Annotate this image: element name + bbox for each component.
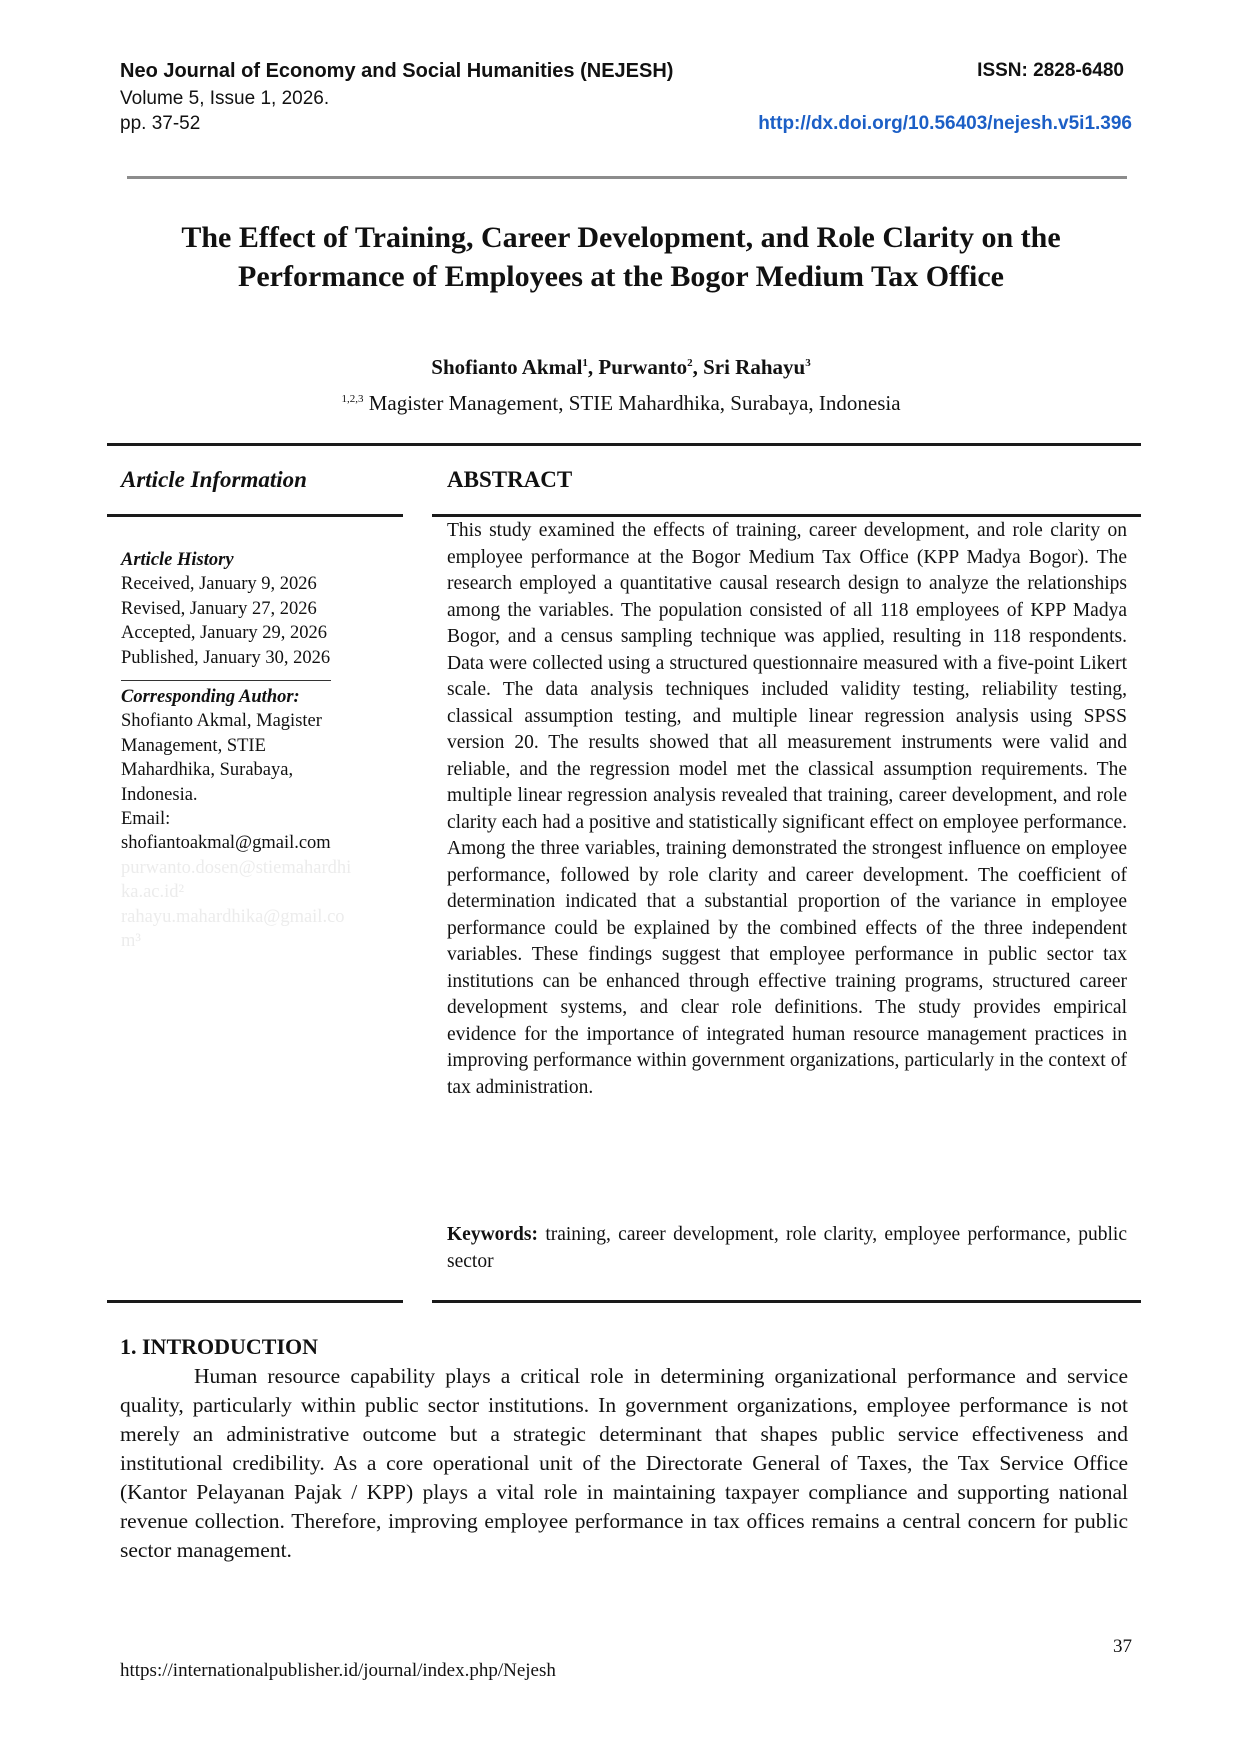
article-information-heading: Article Information <box>121 467 307 492</box>
published-date: Published, January 30, 2026 <box>121 647 331 668</box>
author-name: Sri Rahayu <box>703 355 806 379</box>
corresponding-line: Management, STIE <box>121 735 266 756</box>
author-list: Shofianto Akmal$^1$, Purwanto$^2$, Sri Rahayu$^3$ <box>431 355 811 379</box>
info-rule-top <box>107 514 403 517</box>
affiliation-sup: 1,2,3 <box>341 393 364 405</box>
author-name: Purwanto <box>598 355 688 379</box>
article-information <box>121 548 391 954</box>
header-divider <box>127 176 1127 179</box>
faded-email-line: m³ <box>121 931 141 952</box>
email-label: Email: <box>121 809 171 830</box>
footer-url[interactable]: https://internationalpublisher.id/journal/index.php/Nejesh <box>120 1660 556 1681</box>
journal-name: Neo Journal of Economy and Social Humanities (NEJESH) <box>120 60 674 82</box>
affiliation-text: Magister Management, STIE Mahardhika, Surabaya, Indonesia <box>368 391 901 415</box>
faded-email-line: rahayu.mahardhika@gmail.co <box>121 906 345 927</box>
volume-issue: Volume 5, Issue 1, 2026. <box>120 88 330 109</box>
page-number: 37 <box>1113 1636 1132 1657</box>
doi-link[interactable]: http://dx.doi.org/10.56403/nejesh.v5i1.396 <box>758 113 1132 134</box>
abstract-rule-bottom <box>432 1300 1141 1303</box>
accepted-date: Accepted, January 29, 2026 <box>121 623 328 644</box>
title-line-2: Performance of Employees at the Bogor Medium Tax Office <box>238 260 1004 293</box>
info-separator <box>121 670 331 681</box>
corresponding-author-heading: Corresponding Author: <box>121 687 300 708</box>
corresponding-line: Shofianto Akmal, Magister <box>121 711 322 732</box>
keywords-list: training, career development, role clarity, employee performance, public sector <box>447 1224 1127 1272</box>
abstract-text: This study examined the effects of training, career development, and role clarity on employee performance at the Bogor Medium Tax Office (KPP Madya Bogor). The research employed a quantitative causal research design to analyze the relationships among the variables. The population consisted of all 118 employees of KPP Madya Bogor, and a census sampling technique was applied, resulting in 118 respondents. Data were collected using a structured questionnaire measured with a five-point Likert scale. The data analysis techniques included validity testing, reliability testing, classical assumption testing, and multiple linear regression analysis using SPSS version 20. The results showed that all measurement instruments were valid and reliable, and the regression model met the classical assumption requirements. The multiple linear regression analysis revealed that training, career development, and role clarity each had a positive and statistically significant effect on employee performance. Among the three variables, training demonstrated the strongest influence on employee performance, followed by role clarity and career development. The coefficient of determination indicated that a substantial proportion of the variance in employee performance could be explained by the combined effects of the three independent variables. These findings suggest that employee performance in public sector tax institutions can be enhanced through effective training programs, structured career development systems, and clear role definitions. The study provides empirical evidence for the importance of integrated human resource management practices in improving performance within government organizations, particularly in the context of tax administration. <box>447 520 1127 1098</box>
corresponding-line: Indonesia. <box>121 784 198 805</box>
title-line-1: The Effect of Training, Career Development, and Role Clarity on the <box>181 221 1061 254</box>
keywords <box>447 1222 1127 1275</box>
article-history-heading: Article History <box>121 550 234 570</box>
keywords-label: Keywords: <box>447 1224 538 1245</box>
page-range: pp. 37-52 <box>120 113 201 134</box>
corresponding-line: Mahardhika, Surabaya, <box>121 760 294 781</box>
author-sup: 3 <box>805 357 811 369</box>
abstract-rule-top <box>432 514 1141 517</box>
introduction-heading: 1. INTRODUCTION <box>120 1334 319 1359</box>
introduction-paragraph: Human resource capability plays a critical role in determining organizational performance and service quality, particularly within public sector institutions. In government organizations, employee performance is not merely an administrative outcome but a strategic determinant that shapes public service effectiveness and institutional credibility. As a core operational unit of the Directorate General of Taxes, the Tax Service Office (Kantor Pelayanan Pajak / KPP) plays a vital role in maintaining taxpayer compliance and supporting national revenue collection. Therefore, improving employee performance in tax offices remains a central concern for public sector management. <box>120 1364 1128 1562</box>
received-date: Received, January 9, 2026 <box>121 574 317 595</box>
section-rule-top <box>107 443 1141 446</box>
corresponding-email[interactable]: shofiantoakmal@gmail.com <box>121 833 331 854</box>
info-rule-bottom <box>107 1300 403 1303</box>
affiliation <box>100 391 1142 416</box>
author-name: Shofianto Akmal <box>431 355 583 379</box>
author-sup: 1 <box>582 357 588 369</box>
revised-date: Revised, January 27, 2026 <box>121 598 317 619</box>
abstract-heading: ABSTRACT <box>447 467 573 492</box>
article-title <box>100 218 1142 296</box>
faded-email-line: ka.ac.id² <box>121 882 185 903</box>
author-sup: 2 <box>687 357 693 369</box>
issn: ISSN: 2828-6480 <box>977 60 1124 81</box>
faded-email-line: purwanto.dosen@stiemahardhi <box>121 857 352 878</box>
